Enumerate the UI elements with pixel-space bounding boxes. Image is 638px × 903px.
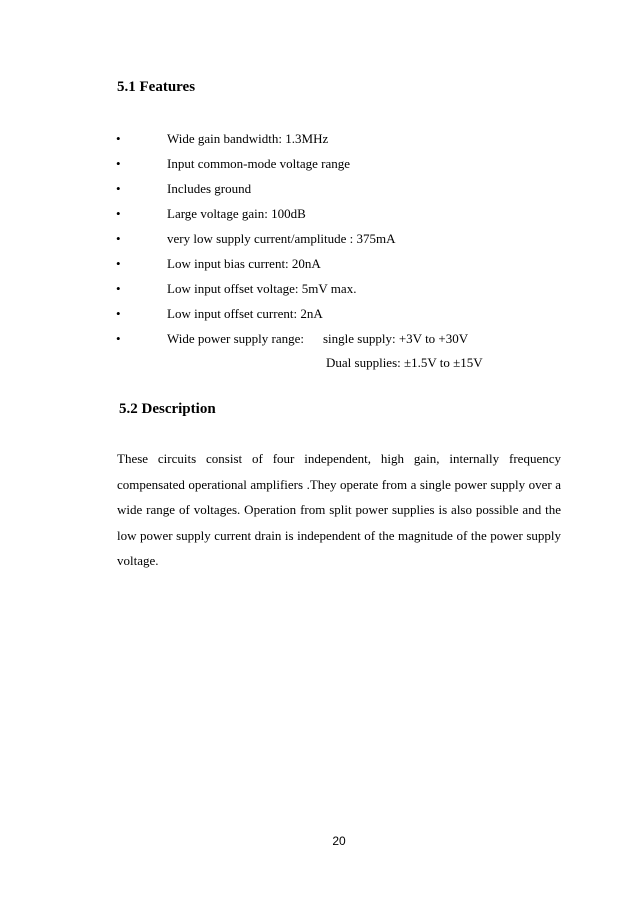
bullet-icon: • bbox=[116, 206, 121, 221]
feature-text: Large voltage gain: 100dB bbox=[167, 206, 306, 221]
features-heading: 5.1 Features bbox=[117, 79, 196, 95]
feature-item bbox=[0, 229, 638, 249]
feature-text: Low input bias current: 20nA bbox=[167, 256, 321, 271]
feature-item bbox=[0, 204, 638, 224]
feature-item bbox=[0, 329, 638, 377]
bullet-icon: • bbox=[116, 281, 121, 296]
page-number: 20 bbox=[332, 834, 346, 848]
feature-detail-secondary: Dual supplies: ±1.5V to ±15V bbox=[326, 355, 483, 370]
feature-item bbox=[0, 254, 638, 274]
feature-item bbox=[0, 304, 638, 324]
feature-text: Includes ground bbox=[167, 181, 252, 196]
bullet-icon: • bbox=[116, 156, 121, 171]
feature-text: Low input offset voltage: 5mV max. bbox=[167, 281, 357, 296]
feature-item bbox=[0, 279, 638, 299]
bullet-icon: • bbox=[116, 306, 121, 321]
feature-item bbox=[0, 179, 638, 199]
description-heading: 5.2 Description bbox=[119, 401, 216, 417]
feature-item bbox=[0, 154, 638, 174]
bullet-icon: • bbox=[116, 181, 121, 196]
feature-detail: single supply: +3V to +30V bbox=[323, 331, 469, 346]
feature-text: Wide power supply range: bbox=[167, 331, 305, 346]
bullet-icon: • bbox=[116, 256, 121, 271]
feature-item bbox=[0, 129, 638, 149]
bullet-icon: • bbox=[116, 331, 121, 346]
bullet-icon: • bbox=[116, 131, 121, 146]
feature-text: Input common-mode voltage range bbox=[167, 156, 351, 171]
feature-text: Low input offset current: 2nA bbox=[167, 306, 323, 321]
bullet-icon: • bbox=[116, 231, 121, 246]
feature-text: very low supply current/amplitude : 375mA bbox=[167, 231, 396, 246]
feature-text: Wide gain bandwidth: 1.3MHz bbox=[167, 131, 329, 146]
description-paragraph: These circuits consist of four independent, high gain, internally frequency compensated operational amplifiers .They operate from a single power supply over a wide range of voltages. Operation from split power supplies is also possible and the low power supply current drain is independent of the magnitude of the power supply voltage. bbox=[117, 451, 561, 568]
